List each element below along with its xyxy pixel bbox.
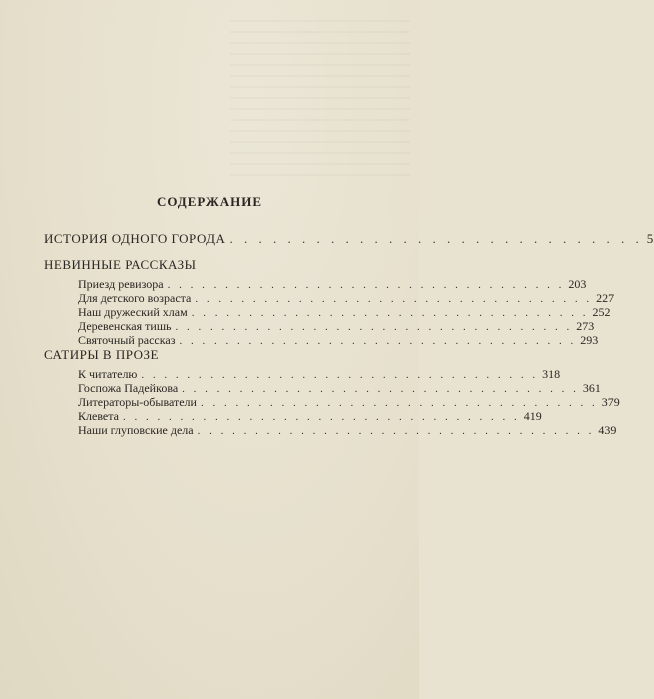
leader-dots: . . . . . . . . . . . . . . . . . . . . . . . . . . . . . . . . . . . <box>175 321 573 333</box>
leader-dots: . . . . . . . . . . . . . . . . . . . . . . . . . . . . . . . . . . . <box>197 425 595 437</box>
bleed-through-texture <box>230 20 410 180</box>
toc-entry-label: Для детского возраста <box>78 291 192 305</box>
toc-entry <box>78 291 615 306</box>
toc-entry <box>78 395 620 410</box>
leader-dots: . . . . . . . . . . . . . . . . . . . . . . . . . . . . . . . . . . . <box>122 411 520 423</box>
contents-title: СОДЕРЖАНИЕ <box>156 194 263 209</box>
toc-main-entry <box>44 231 654 247</box>
leader-dots: . . . . . . . . . . . . . . . . . . . . . . . . . . . . . . . . . . . <box>195 293 593 305</box>
toc-entry-page: 293 <box>580 333 599 347</box>
toc-entry <box>78 409 542 424</box>
toc-entry-label: ИСТОРИЯ ОДНОГО ГОРОДА <box>44 231 226 246</box>
leader-dots: . . . . . . . . . . . . . . . . . . . . . . . . . . . . . . . . . . . <box>141 369 539 381</box>
section-heading-2: САТИРЫ В ПРОЗЕ <box>44 347 159 362</box>
toc-entry-page: 419 <box>523 409 542 423</box>
toc-entry <box>78 367 561 382</box>
toc-entry <box>78 305 611 320</box>
toc-entry-page: 252 <box>592 305 611 319</box>
toc-entry-label: Наши глуповские дела <box>78 423 194 437</box>
toc-entry-label: Наш дружеский хлам <box>78 305 188 319</box>
toc-entry-label: Деревенская тишь <box>78 319 172 333</box>
toc-entry <box>78 319 595 334</box>
toc-entry-page: 5 <box>646 231 654 246</box>
toc-entry-label: Приезд ревизора <box>78 277 164 291</box>
toc-entry-label: Святочный рассказ <box>78 333 176 347</box>
leader-dots: . . . . . . . . . . . . . . . . . . . . . . . . . . . . . . . . . . . <box>182 383 579 395</box>
leader-dots: . . . . . . . . . . . . . . . . . . . . . . . . . . . . . . . . . . . <box>200 397 598 409</box>
toc-entry <box>78 423 617 438</box>
leader-dots: . . . . . . . . . . . . . . . . . . . . . . . . . . . . . . . . . . . <box>167 279 565 291</box>
toc-entry-page: 379 <box>601 395 620 409</box>
toc-entry-page: 203 <box>568 277 587 291</box>
toc-entry <box>78 381 601 396</box>
leader-dots: . . . . . . . . . . . . . . . . . . . . . . . . . . . . . . . . . . . <box>191 307 589 319</box>
toc-entry <box>78 333 599 348</box>
toc-entry-label: Госпожа Падейкова <box>78 381 179 395</box>
section-heading-1: НЕВИННЫЕ РАССКАЗЫ <box>44 257 197 272</box>
toc-entry-page: 318 <box>542 367 561 381</box>
toc-entry-label: Литераторы-обыватели <box>78 395 197 409</box>
toc-entry-page: 273 <box>576 319 595 333</box>
toc-entry-page: 361 <box>582 381 601 395</box>
toc-entry-label: К читателю <box>78 367 138 381</box>
toc-entry-page: 227 <box>596 291 615 305</box>
toc-entry-label: Клевета <box>78 409 119 423</box>
toc-entry <box>78 277 587 292</box>
leader-dots: . . . . . . . . . . . . . . . . . . . . . . . . . . . . . <box>229 231 643 246</box>
leader-dots: . . . . . . . . . . . . . . . . . . . . . . . . . . . . . . . . . . . <box>179 335 577 347</box>
toc-entry-page: 439 <box>598 423 617 437</box>
